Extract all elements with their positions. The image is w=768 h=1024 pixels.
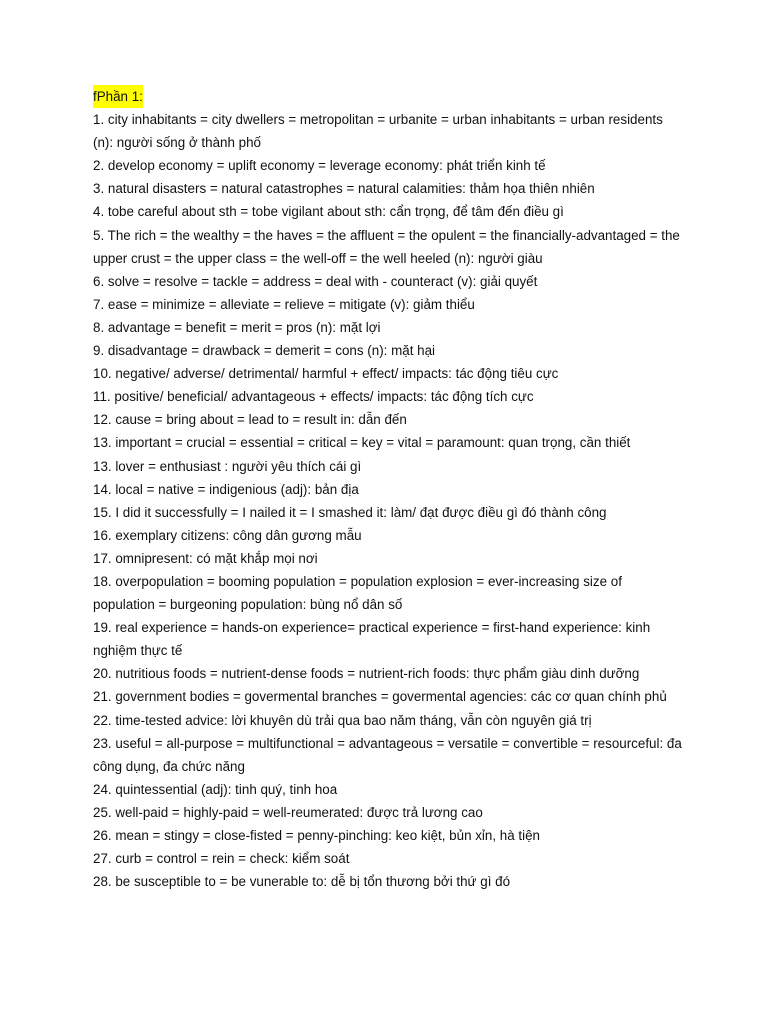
list-item: 13. important = crucial = essential = critical = key = vital = paramount: quan trọng, cần thiết [93, 435, 631, 451]
list-item: 24. quintessential (adj): tinh quý, tinh hoa [93, 781, 338, 797]
list-item: 21. government bodies = govermental branches = govermental agencies: các cơ quan chính phủ [93, 689, 667, 705]
list-item: 25. well-paid = highly-paid = well-reumerated: được trả lương cao [93, 804, 483, 820]
list-item: 10. negative/ adverse/ detrimental/ harmful + effect/ impacts: tác động tiêu cực [93, 366, 559, 382]
section-heading: fPhần 1: [93, 85, 143, 108]
list-item: 26. mean = stingy = close-fisted = penny-pinching: keo kiệt, bủn xỉn, hà tiện [93, 828, 540, 843]
list-item: 27. curb = control = rein = check: kiểm soát [93, 851, 350, 867]
list-item: 3. natural disasters = natural catastrophes = natural calamities: thảm họa thiên nhiên [93, 181, 595, 197]
list-item: 23. useful = all-purpose = multifunctional = advantageous = versatile = convertible = resourceful: đa công dụng, đa chức năng [93, 735, 682, 774]
list-item: 13. lover = enthusiast : người yêu thích cái gì [93, 458, 362, 474]
list-item: 1. city inhabitants = city dwellers = metropolitan = urbanite = urban inhabitants = urban residents (n): người sống ở thành phố [93, 112, 663, 151]
list-item: 14. local = native = indigenious (adj): bản địa [93, 481, 359, 497]
section-heading-line [93, 85, 683, 108]
list-item: 15. I did it successfully = I nailed it = I smashed it: làm/ đạt được điều gì đó thành công [93, 504, 607, 520]
list-item: 18. overpopulation = booming population = population explosion = ever-increasing size of population = burgeoning population: bùng nổ dân số [93, 573, 622, 613]
list-item: 22. time-tested advice: lời khuyên dù trải qua bao năm tháng, vẫn còn nguyên giá trị [93, 712, 592, 728]
list-item: 20. nutritious foods = nutrient-dense foods = nutrient-rich foods: thực phẩm giàu dinh dưỡng [93, 666, 640, 682]
list-item: 2. develop economy = uplift economy = leverage economy: phát triển kinh tế [93, 158, 546, 174]
vocabulary-list [93, 108, 683, 893]
list-item: 7. ease = minimize = alleviate = relieve = mitigate (v): giảm thiểu [93, 296, 475, 312]
list-item: 4. tobe careful about sth = tobe vigilant about sth: cẩn trọng, để tâm đến điều gì [93, 204, 564, 220]
list-item: 16. exemplary citizens: công dân gương mẫu [93, 527, 362, 543]
list-item: 9. disadvantage = drawback = demerit = cons (n): mặt hại [93, 343, 436, 359]
list-item: 6. solve = resolve = tackle = address = deal with - counteract (v): giải quyết [93, 273, 538, 289]
list-item: 17. omnipresent: có mặt khắp mọi nơi [93, 550, 318, 566]
document-content [93, 85, 683, 893]
list-item: 8. advantage = benefit = merit = pros (n): mặt lợi [93, 319, 381, 335]
list-item: 12. cause = bring about = lead to = result in: dẫn đến [93, 412, 407, 428]
list-item: 28. be susceptible to = be vunerable to: dễ bị tổn thương bởi thứ gì đó [93, 874, 511, 890]
list-item: 11. positive/ beneficial/ advantageous + effects/ impacts: tác động tích cực [93, 389, 534, 405]
list-item: 5. The rich = the wealthy = the haves = the affluent = the opulent = the financially-advantaged = the upper crust = the upper class = the well-off = the well heeled (n): người giàu [93, 227, 680, 266]
list-item: 19. real experience = hands-on experience= practical experience = first-hand experience: kinh nghiệm thực tế [93, 620, 651, 659]
